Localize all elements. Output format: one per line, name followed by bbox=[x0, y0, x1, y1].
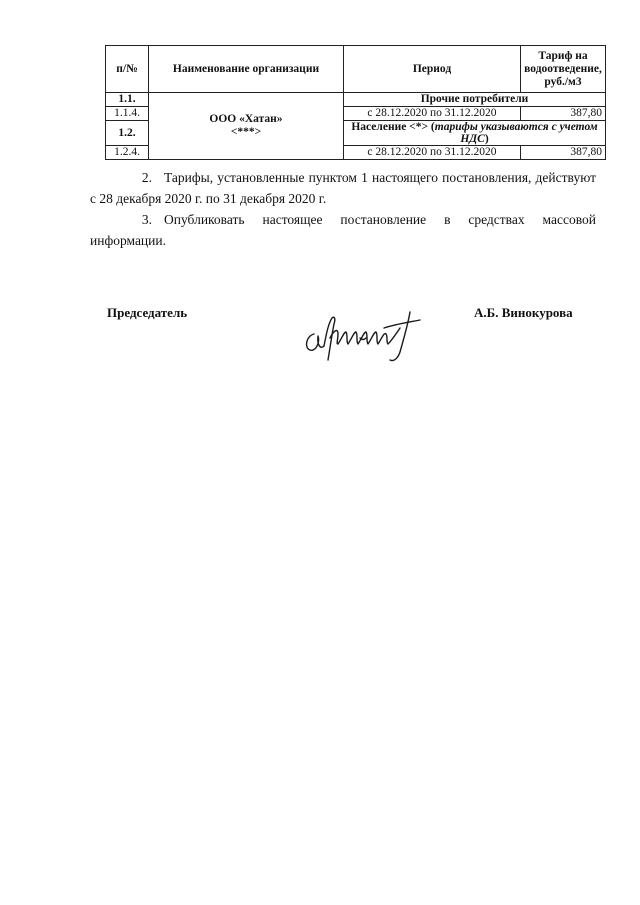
row-num: 1.2.4. bbox=[106, 146, 149, 160]
header-num: п/№ bbox=[106, 46, 149, 93]
paragraph-3 bbox=[90, 209, 596, 251]
table-header-row bbox=[106, 46, 606, 93]
paragraph-number: 3. bbox=[141, 212, 152, 227]
paragraph-text: Тарифы, установленные пунктом 1 настоящего постановления, действуют с 28 декабря 2020 г. по 31 декабря 2020 г. bbox=[90, 170, 596, 206]
group2-title-italic: тарифы указываются с учетом НДС bbox=[434, 121, 598, 145]
group2-title-start: Население <*> ( bbox=[351, 121, 435, 133]
table-row bbox=[106, 93, 606, 107]
group2-title-end: ) bbox=[484, 133, 489, 145]
row-tariff-value: 387,80 bbox=[521, 107, 606, 121]
signer-position: Председатель bbox=[107, 305, 188, 320]
organization-cell bbox=[149, 93, 344, 160]
group2-title bbox=[344, 121, 606, 146]
group1-title: Прочие потребители bbox=[344, 93, 606, 107]
paragraph-text: Опубликовать настоящее постановление в средствах массовой информации. bbox=[90, 212, 596, 248]
organization-name: ООО «Хатан» bbox=[209, 113, 283, 125]
header-tariff: Тариф на водоотведение, руб./м3 bbox=[521, 46, 606, 93]
header-period: Период bbox=[344, 46, 521, 93]
group2-num: 1.2. bbox=[106, 121, 149, 146]
paragraph-2 bbox=[90, 167, 596, 209]
header-organization: Наименование организации bbox=[149, 46, 344, 93]
row-tariff-value: 387,80 bbox=[521, 146, 606, 160]
paragraph-number: 2. bbox=[141, 170, 152, 185]
signer-name: А.Б. Винокурова bbox=[474, 305, 573, 320]
handwritten-signature bbox=[300, 308, 422, 366]
row-period: с 28.12.2020 по 31.12.2020 bbox=[344, 107, 521, 121]
group1-num: 1.1. bbox=[106, 93, 149, 107]
tariff-table bbox=[105, 45, 606, 160]
organization-note: <***> bbox=[230, 126, 262, 138]
row-period: с 28.12.2020 по 31.12.2020 bbox=[344, 146, 521, 160]
row-num: 1.1.4. bbox=[106, 107, 149, 121]
